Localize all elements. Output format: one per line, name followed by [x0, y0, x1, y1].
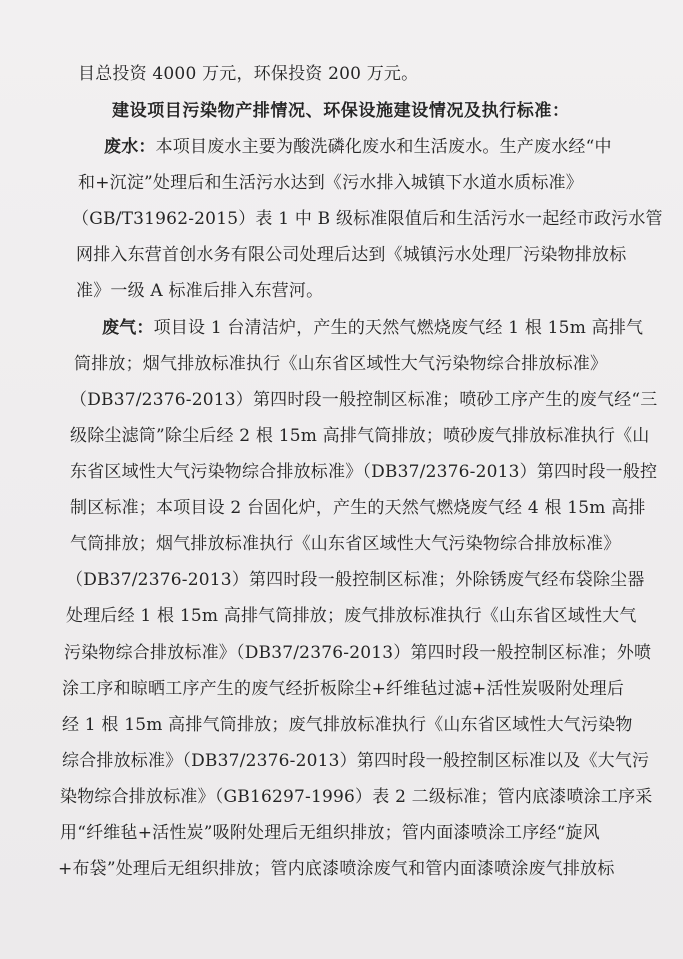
- text-line: （DB37/2376-2013）第四时段一般控制区标准；外除锈废气经布袋除尘器: [66, 570, 645, 590]
- text-line: 制区标准；本项目设 2 台固化炉，产生的天然气燃烧废气经 4 根 15m 高排: [70, 498, 646, 518]
- text-line: +布袋”处理后无组织排放；管内底漆喷涂废气和管内面漆喷涂废气排放标: [58, 859, 615, 879]
- text-line: 和+沉淀”处理后和生活污水达到《污水排入城镇下水道水质标准》: [78, 173, 583, 193]
- text-line: （GB/T31962-2015）表 1 中 B 级标准限值后和生活污水一起经市政污水管: [72, 209, 663, 229]
- wastewater-label: 废水：: [104, 137, 156, 157]
- section-heading: 建设项目污染物产排情况、环保设施建设情况及执行标准：: [112, 101, 570, 121]
- text-line: 筒排放；烟气排放标准执行《山东省区域性大气污染物综合排放标准》: [74, 354, 608, 374]
- text-line: 涂工序和晾晒工序产生的废气经折板除尘+纤维毡过滤+活性炭吸附处理后: [62, 679, 625, 699]
- waste-gas-label: 废气：: [102, 318, 154, 338]
- text-line: 目总投资 4000 万元，环保投资 200 万元。: [78, 64, 419, 84]
- wastewater-text: 本项目废水主要为酸洗磷化废水和生活废水。生产废水经“中: [155, 137, 612, 157]
- text-line: 东省区域性大气污染物综合排放标准》（DB37/2376-2013）第四时段一般控: [70, 462, 658, 482]
- text-line: 处理后经 1 根 15m 高排气筒排放；废气排放标准执行《山东省区域性大气: [66, 606, 637, 626]
- text-line: 染物综合排放标准》（GB16297-1996）表 2 二级标准；管内底漆喷涂工序采: [60, 787, 653, 807]
- text-line: 级除尘滤筒”除尘后经 2 根 15m 高排气筒排放；喷砂废气排放标准执行《山: [70, 426, 650, 446]
- text-line: 用“纤维毡+活性炭”吸附处理后无组织排放；管内面漆喷涂工序经“旋风: [60, 823, 600, 843]
- text-line: 气筒排放；烟气排放标准执行《山东省区域性大气污染物综合排放标准》: [70, 534, 621, 554]
- waste-gas-paragraph-line: [102, 316, 643, 340]
- waste-gas-text: 项目设 1 台清洁炉，产生的天然气燃烧废气经 1 根 15m 高排气: [153, 318, 644, 338]
- text-line: （DB37/2376-2013）第四时段一般控制区标准；喷砂工序产生的废气经“三: [70, 390, 658, 410]
- text-line: 经 1 根 15m 高排气筒排放；废气排放标准执行《山东省区域性大气污染物: [62, 715, 633, 735]
- text-line: 网排入东营首创水务有限公司处理后达到《城镇污水处理厂污染物排放标: [76, 245, 627, 265]
- text-line: 综合排放标准》（DB37/2376-2013）第四时段一般控制区标准以及《大气污: [62, 751, 650, 771]
- wastewater-paragraph-line: [104, 135, 612, 159]
- text-line: 污染物综合排放标准》（DB37/2376-2013）第四时段一般控制区标准；外喷: [64, 643, 652, 663]
- text-line: 准》一级 A 标准后排入东营河。: [76, 281, 324, 301]
